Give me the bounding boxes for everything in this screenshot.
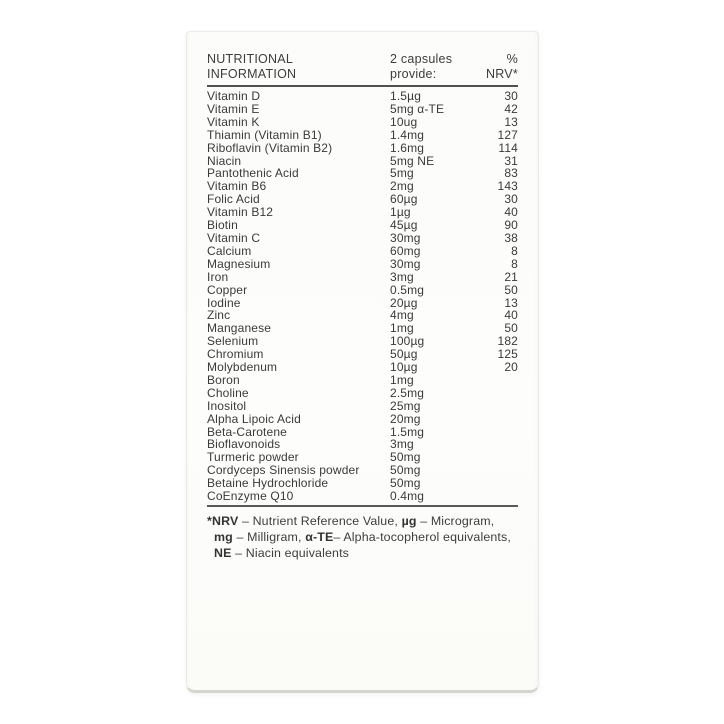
nutrient-nrv: 21	[504, 269, 518, 284]
nutrient-name: Vitamin E	[207, 102, 260, 116]
table-row	[207, 438, 518, 451]
table-row	[207, 180, 518, 193]
nutrient-nrv: 125	[497, 347, 518, 362]
table-row	[207, 90, 518, 103]
nutrient-name: Selenium	[207, 335, 259, 349]
nutrient-nrv: 38	[504, 230, 518, 245]
nutrient-amount: 1.5µg	[390, 89, 422, 103]
nutrient-amount: 1mg	[390, 372, 414, 387]
nutrient-nrv: 30	[504, 192, 518, 207]
table-row	[207, 142, 518, 155]
nutrient-name: Choline	[207, 386, 249, 400]
table-row	[207, 284, 518, 297]
table-row	[207, 167, 518, 180]
nutrient-nrv: 20	[504, 360, 518, 375]
nutrient-amount: 45µg	[390, 218, 418, 233]
nutrient-amount: 1.6mg	[390, 140, 425, 155]
nutrient-amount: 60µg	[390, 192, 418, 207]
footnote-text: – Alpha-tocopherol equivalents,	[333, 530, 511, 544]
footnote-term: α-TE	[305, 530, 334, 544]
nutrient-nrv: 83	[504, 166, 518, 181]
table-row	[207, 348, 518, 361]
footnote-text: – Niacin equivalents	[231, 546, 350, 560]
footnote-term: *NRV	[207, 514, 239, 528]
nutrient-amount: 10ug	[390, 114, 418, 129]
nutrient-name: Vitamin C	[207, 231, 261, 245]
nutrient-amount: 50mg	[390, 463, 421, 478]
nutrient-nrv: 31	[504, 153, 518, 168]
nutrient-name: Vitamin D	[207, 90, 261, 103]
nutrient-amount: 30mg	[390, 230, 421, 245]
nutrient-name: Alpha Lipoic Acid	[207, 412, 301, 426]
footnote-divider	[207, 505, 518, 507]
nutrient-name: Copper	[207, 283, 248, 297]
nutrient-name: Cordyceps Sinensis powder	[207, 464, 360, 478]
nutrient-nrv	[468, 490, 518, 503]
nutrient-name: Bioflavonoids	[207, 438, 281, 452]
nutrient-nrv: 182	[497, 334, 518, 349]
footnote	[207, 513, 518, 561]
nutrient-amount: 1.5mg	[390, 424, 425, 439]
table-row	[207, 490, 518, 503]
table-row	[207, 219, 518, 232]
nutrient-nrv: 40	[504, 205, 518, 220]
nutrient-amount: 20µg	[390, 295, 418, 310]
nutrient-amount: 3mg	[390, 269, 414, 284]
nutrient-amount: 1mg	[390, 321, 414, 336]
nutrient-nrv: 8	[511, 256, 518, 271]
nutrient-nrv	[468, 413, 518, 426]
nutrient-amount: 1.4mg	[390, 127, 425, 142]
nutrient-name: Chromium	[207, 348, 264, 362]
nutrient-amount: 5mg	[390, 166, 414, 181]
nutrient-nrv	[468, 464, 518, 477]
nutrient-name: Zinc	[207, 309, 231, 323]
nutrient-amount: 25mg	[390, 398, 421, 413]
nutrient-name: CoEnzyme Q10	[207, 490, 294, 503]
nutrient-name: Calcium	[207, 244, 252, 258]
table-row	[207, 258, 518, 271]
nutrient-name: Vitamin B6	[207, 180, 267, 194]
nutrient-nrv	[468, 374, 518, 387]
nutrient-nrv: 127	[497, 127, 518, 142]
nutrient-nrv: 8	[511, 243, 518, 258]
nutrient-nrv: 114	[498, 140, 518, 155]
nutrient-amount: 5mg α-TE	[390, 101, 445, 116]
table-row	[207, 297, 518, 310]
nutrient-nrv: 13	[504, 114, 518, 129]
header-serving-line1: 2 capsules	[390, 52, 453, 66]
nutrient-nrv	[468, 387, 518, 400]
table-row	[207, 271, 518, 284]
table-row	[207, 477, 518, 490]
table-row	[207, 206, 518, 219]
nutrient-name: Boron	[207, 373, 240, 387]
header-nrv	[468, 52, 518, 82]
footnote-line-1	[207, 513, 518, 529]
table-row	[207, 322, 518, 335]
nutrient-nrv: 90	[504, 218, 518, 233]
nutrient-nrv: 143	[497, 179, 518, 194]
nutrient-name: Vitamin B12	[207, 206, 274, 220]
header-serving	[390, 52, 468, 82]
footnote-text: – Milligram,	[232, 530, 306, 544]
nutrient-name: Betaine Hydrochloride	[207, 477, 329, 491]
nutrient-name: Thiamin (Vitamin B1)	[207, 128, 322, 142]
footnote-line-2	[207, 529, 518, 545]
nutrient-name: Folic Acid	[207, 193, 260, 207]
nutrient-nrv: 50	[504, 282, 518, 297]
nutrient-amount: 1µg	[390, 205, 411, 220]
nutrient-amount: 4mg	[390, 308, 414, 323]
table-row	[207, 129, 518, 142]
footnote-term: mg	[214, 530, 233, 544]
nutrient-amount: 0.4mg	[390, 489, 425, 504]
nutrient-amount: 100µg	[390, 334, 425, 349]
footnote-text: – Microgram,	[416, 514, 495, 528]
table-header	[207, 52, 518, 87]
nutrient-name: Vitamin K	[207, 115, 260, 129]
nutrient-nrv: 13	[504, 295, 518, 310]
table-row	[207, 400, 518, 413]
nutrient-name: Inositol	[207, 399, 247, 413]
nutrient-name: Magnesium	[207, 257, 271, 271]
table-row	[207, 426, 518, 439]
table-row	[207, 103, 518, 116]
product-box	[186, 31, 539, 693]
nutrient-nrv	[468, 438, 518, 451]
nutrient-amount: 10µg	[390, 360, 418, 375]
table-row	[207, 361, 518, 374]
nutrient-amount: 2.5mg	[390, 385, 425, 400]
nutrient-amount: 60mg	[390, 243, 421, 258]
table-row	[207, 335, 518, 348]
nutrient-name: Manganese	[207, 322, 272, 336]
table-row	[207, 245, 518, 258]
nutrient-name: Beta-Carotene	[207, 425, 287, 439]
footnote-line-3	[207, 545, 518, 561]
table-row	[207, 232, 518, 245]
table-row	[207, 309, 518, 322]
nutrient-nrv	[468, 477, 518, 490]
nutrient-nrv: 30	[504, 89, 518, 103]
nutrient-amount: 5mg NE	[390, 153, 435, 168]
nutrient-amount: 50mg	[390, 476, 421, 491]
nutrition-label	[207, 52, 518, 561]
nutrient-name: Molybdenum	[207, 361, 278, 374]
nutrient-amount: 50mg	[390, 450, 421, 465]
nutrient-nrv	[468, 400, 518, 413]
nutrient-name: Biotin	[207, 219, 238, 232]
nutrient-name: Niacin	[207, 154, 242, 168]
footnote-term: µg	[401, 514, 417, 528]
nutrient-amount: 50µg	[390, 347, 418, 362]
table-row	[207, 413, 518, 426]
header-title-line2: INFORMATION	[207, 67, 297, 81]
nutrient-name: Iron	[207, 270, 229, 284]
table-row	[207, 464, 518, 477]
nutrient-nrv	[468, 451, 518, 464]
nutrient-nrv	[468, 426, 518, 439]
nutrient-nrv: 40	[504, 308, 518, 323]
footnote-term: NE	[214, 546, 232, 560]
header-nrv-line2: NRV*	[485, 67, 518, 81]
header-nrv-line1: %	[506, 52, 518, 66]
table-row	[207, 155, 518, 168]
nutrient-name: Riboflavin (Vitamin B2)	[207, 141, 333, 155]
table-row	[207, 116, 518, 129]
nutrient-amount: 20mg	[390, 411, 421, 426]
nutrient-name: Turmeric powder	[207, 451, 299, 465]
header-title	[207, 52, 390, 82]
nutrient-amount: 30mg	[390, 256, 421, 271]
nutrient-amount: 0.5mg	[390, 282, 425, 297]
table-row	[207, 374, 518, 387]
table-row	[207, 193, 518, 206]
table-row	[207, 387, 518, 400]
nutrient-nrv: 50	[504, 321, 518, 336]
nutrient-amount: 2mg	[390, 179, 414, 194]
table-row	[207, 451, 518, 464]
nutrient-amount: 3mg	[390, 437, 414, 452]
nutrient-nrv: 42	[504, 101, 518, 116]
nutrition-table	[207, 90, 518, 503]
header-serving-line2: provide:	[390, 67, 437, 81]
footnote-text: – Nutrient Reference Value,	[238, 514, 402, 528]
nutrient-name: Iodine	[207, 296, 241, 310]
nutrient-name: Pantothenic Acid	[207, 167, 299, 181]
header-title-line1: NUTRITIONAL	[207, 52, 294, 66]
